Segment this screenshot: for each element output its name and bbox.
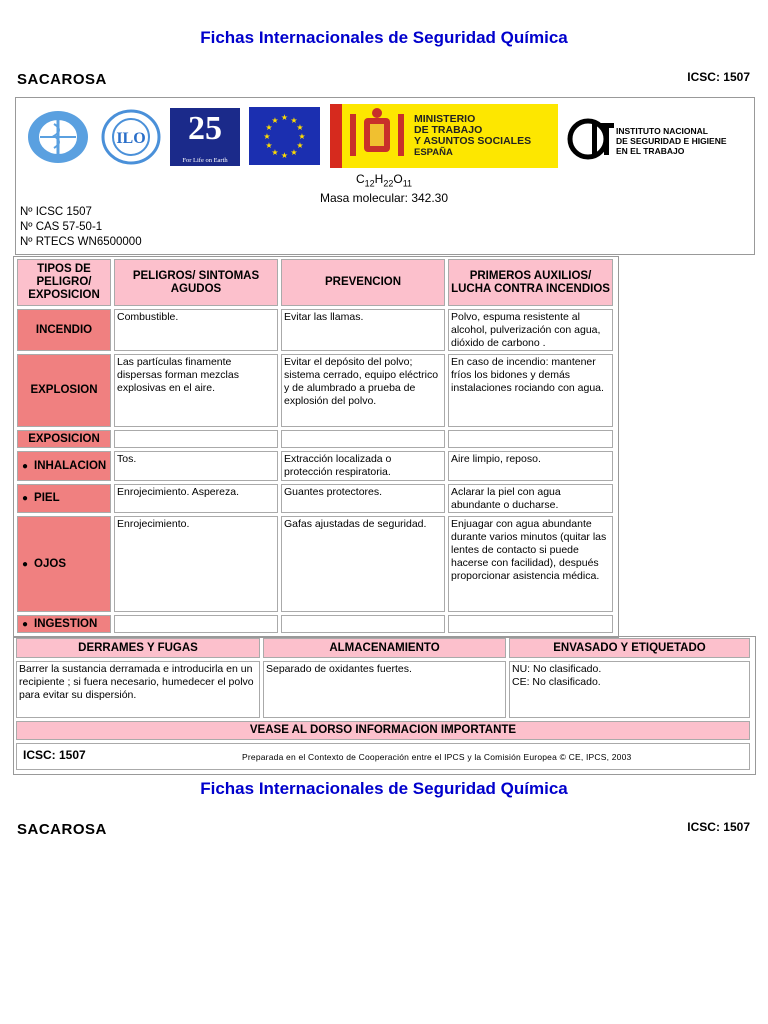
- header-primeros-auxilios: PRIMEROS AUXILIOS/ LUCHA CONTRA INCENDIOS: [448, 259, 613, 306]
- bullet-icon: ●: [22, 460, 29, 472]
- ingestion-auxilios: [448, 615, 613, 633]
- envasado-text: [509, 661, 750, 718]
- ministry-line-2: DE TRABAJO: [414, 124, 483, 136]
- svg-text:★: ★: [296, 141, 304, 150]
- ministry-line-4: ESPAÑA: [414, 147, 453, 158]
- footer-row: [16, 743, 750, 770]
- ilo-logo-icon: [99, 106, 163, 168]
- ilo-text: ILO: [116, 130, 146, 147]
- incendio-prevencion: Evitar las llamas.: [281, 309, 445, 351]
- explosion-prevencion: Evitar el depósito del polvo; sistema cerrado, equipo eléctrico y de alumbrado a prueba de explosión del polvo.: [281, 354, 445, 427]
- who-logo-icon: [24, 106, 92, 168]
- ministerio-logo: [330, 104, 558, 168]
- unep-logo-icon: [170, 108, 240, 166]
- molecular-mass: Masa molecular: 342.30: [319, 191, 449, 205]
- row-label-ojos: ● OJOS: [17, 516, 111, 612]
- ojos-prevencion: Gafas ajustadas de seguridad.: [281, 516, 445, 612]
- bullet-icon: ●: [22, 558, 29, 570]
- icsc-number: ICSC: 1507: [687, 70, 750, 84]
- svg-text:★: ★: [290, 148, 298, 157]
- substance-name: SACAROSA: [17, 71, 107, 88]
- header-peligros: PELIGROS/ SINTOMAS AGUDOS: [114, 259, 278, 306]
- svg-text:★: ★: [263, 132, 271, 141]
- cas-id: Nº CAS 57-50-1: [20, 221, 103, 233]
- explosion-peligros: Las partículas finamente dispersas forman mezclas explosivas en el aire.: [114, 354, 278, 427]
- footer-icsc: ICSC: 1507: [23, 748, 86, 762]
- header-derrames: DERRAMES Y FUGAS: [16, 638, 260, 658]
- insht-text: [616, 126, 727, 156]
- inhalacion-auxilios: Aire limpio, reposo.: [448, 451, 613, 481]
- almacenamiento-text: Separado de oxidantes fuertes.: [263, 661, 506, 718]
- exposicion-auxilios: [448, 430, 613, 448]
- svg-text:★: ★: [280, 113, 289, 122]
- molecular-formula: $C_{12}H_{22}O_{11}$: [355, 172, 413, 189]
- row-label-explosion: EXPLOSION: [17, 354, 111, 427]
- piel-peligros: Enrojecimiento. Aspereza.: [114, 484, 278, 513]
- ojos-auxilios: Enjuagar con agua abundante durante varios minutos (quitar las lentes de contacto si puede hacerse con facilidad), después proporcionar asistencia médica.: [448, 516, 613, 612]
- rtecs-id: Nº RTECS WN6500000: [20, 236, 142, 248]
- svg-text:★: ★: [296, 123, 304, 132]
- unep-caption: For Life on Earth: [182, 157, 228, 164]
- envasado-nu: NU: No clasificado.: [512, 663, 602, 675]
- unep-number: 25: [188, 110, 222, 147]
- svg-text:★: ★: [271, 116, 279, 125]
- spain-coat-of-arms-icon: [342, 104, 412, 168]
- row-label-piel: ● PIEL: [17, 484, 111, 513]
- ministry-line-1: MINISTERIO: [414, 113, 476, 125]
- identifiers: [20, 205, 142, 250]
- svg-text:★: ★: [280, 151, 289, 160]
- svg-text:★: ★: [298, 132, 306, 141]
- icsc-number-2: ICSC: 1507: [687, 820, 750, 834]
- exposicion-prevencion: [281, 430, 445, 448]
- svg-text:★: ★: [265, 123, 273, 132]
- ministry-line-3: Y ASUNTOS SOCIALES: [414, 135, 532, 147]
- inhalacion-peligros: Tos.: [114, 451, 278, 481]
- row-label-incendio: INCENDIO: [17, 309, 111, 351]
- footer-credits: Preparada en el Contexto de Cooperación entre el IPCS y la Comisión Europea © CE, IPCS, 2003: [242, 752, 632, 762]
- insht-line-1: INSTITUTO NACIONAL: [616, 126, 708, 136]
- vease-banner: VEASE AL DORSO INFORMACION IMPORTANTE: [16, 721, 750, 740]
- svg-text:★: ★: [290, 116, 298, 125]
- incendio-auxilios: Polvo, espuma resistente al alcohol, pulverización con agua, dióxido de carbono .: [448, 309, 613, 351]
- piel-auxilios: Aclarar la piel con agua abundante o ducharse.: [448, 484, 613, 513]
- icsc-id: Nº ICSC 1507: [20, 206, 92, 218]
- insht-line-2: DE SEGURIDAD E HIGIENE: [616, 136, 727, 146]
- ingestion-prevencion: [281, 615, 445, 633]
- substance-name-2: SACAROSA: [17, 821, 107, 838]
- piel-prevencion: Guantes protectores.: [281, 484, 445, 513]
- insht-line-3: EN EL TRABAJO: [616, 146, 685, 156]
- svg-text:★: ★: [271, 148, 279, 157]
- explosion-auxilios: En caso de incendio: mantener fríos los bidones y demás instalaciones rociando con agua.: [448, 354, 613, 427]
- header-envasado: ENVASADO Y ETIQUETADO: [509, 638, 750, 658]
- ojos-peligros: Enrojecimiento.: [114, 516, 278, 612]
- bullet-icon: ●: [22, 493, 29, 504]
- ingestion-peligros: [114, 615, 278, 633]
- envasado-ce: CE: No clasificado.: [512, 676, 601, 688]
- exposicion-peligros: [114, 430, 278, 448]
- row-label-exposicion: EXPOSICION: [17, 430, 111, 448]
- incendio-peligros: Combustible.: [114, 309, 278, 351]
- bullet-icon: ●: [22, 618, 29, 630]
- row-label-inhalacion: ● INHALACION: [17, 451, 111, 481]
- page-title-2: Fichas Internacionales de Seguridad Química: [200, 779, 568, 798]
- derrames-text: Barrer la sustancia derramada e introducirla en un recipiente ; si fuera necesario, humedecer el polvo para evitar su dispersión.: [16, 661, 260, 718]
- row-label-ingestion: ● INGESTION: [17, 615, 111, 633]
- inhalacion-prevencion: Extracción localizada o protección respiratoria.: [281, 451, 445, 481]
- svg-text:★: ★: [265, 141, 273, 150]
- eu-flag-icon: [249, 107, 320, 165]
- header-almacenamiento: ALMACENAMIENTO: [263, 638, 506, 658]
- insht-logo-icon: [566, 117, 616, 161]
- header-prevencion: PREVENCION: [281, 259, 445, 306]
- header-tipos: TIPOS DE PELIGRO/ EXPOSICION: [17, 259, 111, 306]
- page-title: Fichas Internacionales de Seguridad Química: [200, 28, 568, 47]
